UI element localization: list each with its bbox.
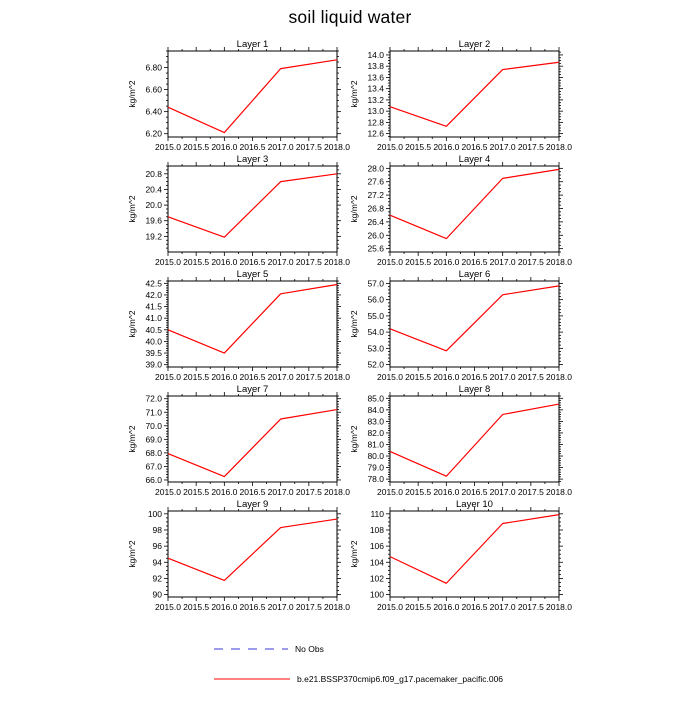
x-tick-label: 2016.5	[461, 372, 488, 382]
x-tick-label: 2016.0	[433, 372, 460, 382]
y-tick-label: 71.0	[145, 407, 162, 418]
x-tick-label: 2016.0	[211, 602, 238, 612]
x-tick-label: 2015.5	[405, 257, 432, 267]
x-tick-label: 2017.0	[267, 257, 294, 267]
x-tick-label: 2016.5	[461, 142, 488, 152]
y-tick-label: 19.2	[145, 231, 162, 242]
y-tick-label: 92	[152, 573, 162, 584]
x-tick-label: 2017.0	[267, 602, 294, 612]
x-tick-label: 2016.5	[239, 602, 266, 612]
y-tick-label: 53.0	[367, 343, 384, 354]
y-tick-label: 82.0	[367, 427, 384, 438]
y-tick-label: 67.0	[145, 461, 162, 472]
y-tick-label: 13.2	[367, 94, 384, 105]
x-tick-label: 2016.0	[433, 142, 460, 152]
subplot-layer-8	[349, 384, 572, 497]
x-tick-label: 2017.0	[489, 602, 516, 612]
x-tick-label: 2015.5	[183, 257, 210, 267]
y-tick-label: 102	[369, 573, 384, 584]
y-tick-label: 56.0	[367, 294, 384, 305]
x-tick-label: 2016.5	[239, 142, 266, 152]
x-tick-label: 2017.0	[489, 142, 516, 152]
x-tick-label: 2017.5	[295, 257, 322, 267]
x-tick-label: 2017.0	[489, 487, 516, 497]
x-tick-label: 2015.0	[155, 372, 181, 382]
x-tick-label: 2015.5	[405, 487, 432, 497]
x-tick-label: 2018.0	[546, 602, 572, 612]
x-tick-label: 2015.5	[183, 372, 210, 382]
y-tick-label: 104	[369, 557, 384, 568]
x-tick-label: 2016.0	[211, 487, 238, 497]
y-tick-label: 100	[147, 508, 162, 519]
y-axis-label: kg/m^2	[127, 310, 137, 338]
data-line	[168, 284, 337, 353]
legend-item-no-obs	[213, 643, 324, 655]
page-title: soil liquid water	[288, 7, 412, 27]
y-tick-label: 13.0	[367, 106, 384, 117]
x-tick-label: 2016.0	[211, 142, 238, 152]
y-axis-label: kg/m^2	[349, 310, 359, 338]
subplot-layer-3	[127, 154, 350, 267]
subplot-title: Layer 5	[236, 269, 269, 280]
y-tick-label: 41.0	[145, 313, 162, 324]
plot-frame	[390, 281, 559, 367]
x-tick-label: 2015.0	[377, 257, 403, 267]
x-tick-label: 2017.0	[267, 372, 294, 382]
y-tick-label: 13.8	[367, 61, 384, 72]
y-tick-label: 6.80	[145, 62, 162, 73]
y-axis-label: kg/m^2	[349, 425, 359, 453]
x-tick-label: 2015.0	[155, 487, 181, 497]
y-tick-label: 19.6	[145, 215, 162, 226]
y-tick-label: 55.0	[367, 310, 384, 321]
y-tick-label: 106	[369, 541, 384, 552]
legend-label-no-obs: No Obs	[295, 644, 324, 654]
subplot-layer-9	[127, 499, 350, 612]
y-tick-label: 42.0	[145, 289, 162, 300]
data-line	[390, 169, 559, 238]
x-tick-label: 2015.5	[183, 487, 210, 497]
no-obs-dashed-line-swatch	[213, 643, 289, 655]
x-tick-label: 2017.0	[489, 372, 516, 382]
y-tick-label: 81.0	[367, 439, 384, 450]
x-tick-label: 2018.0	[546, 487, 572, 497]
y-tick-label: 70.0	[145, 420, 162, 431]
x-tick-label: 2015.5	[183, 602, 210, 612]
y-tick-label: 108	[369, 524, 384, 535]
x-tick-label: 2016.0	[211, 372, 238, 382]
y-axis-label: kg/m^2	[349, 80, 359, 108]
y-tick-label: 13.4	[367, 83, 384, 94]
y-tick-label: 41.5	[145, 301, 162, 312]
subplot-layer-6	[349, 269, 572, 382]
x-tick-label: 2016.0	[433, 487, 460, 497]
y-tick-label: 40.0	[145, 336, 162, 347]
data-line	[390, 404, 559, 476]
y-axis-label: kg/m^2	[127, 80, 137, 108]
x-tick-label: 2015.0	[155, 257, 181, 267]
x-tick-label: 2017.5	[295, 142, 322, 152]
y-tick-label: 42.5	[145, 278, 162, 289]
x-tick-label: 2016.0	[433, 257, 460, 267]
y-tick-label: 94	[152, 557, 162, 568]
y-tick-label: 28.0	[367, 163, 384, 174]
x-tick-label: 2017.0	[267, 142, 294, 152]
y-axis-label: kg/m^2	[349, 540, 359, 568]
y-tick-label: 26.8	[367, 203, 384, 214]
x-tick-label: 2016.5	[239, 372, 266, 382]
x-tick-label: 2015.5	[405, 372, 432, 382]
legend-label-model-run: b.e21.BSSP370cmip6.f09_g17.pacemaker_pacific.006	[297, 674, 504, 684]
x-tick-label: 2018.0	[324, 142, 350, 152]
y-tick-label: 14.0	[367, 49, 384, 60]
x-tick-label: 2017.5	[517, 487, 544, 497]
x-tick-label: 2015.0	[377, 372, 403, 382]
x-tick-label: 2015.0	[377, 487, 403, 497]
y-axis-label: kg/m^2	[127, 540, 137, 568]
y-tick-label: 80.0	[367, 451, 384, 462]
x-tick-label: 2015.0	[377, 602, 403, 612]
data-line	[168, 174, 337, 237]
y-axis-label: kg/m^2	[127, 195, 137, 223]
y-tick-label: 54.0	[367, 327, 384, 338]
subplot-title: Layer 8	[458, 384, 491, 395]
y-tick-label: 6.60	[145, 84, 162, 95]
y-tick-label: 25.6	[367, 243, 384, 254]
x-tick-label: 2018.0	[546, 257, 572, 267]
y-tick-label: 12.8	[367, 117, 384, 128]
subplot-title: Layer 7	[236, 384, 269, 395]
y-tick-label: 57.0	[367, 278, 384, 289]
y-tick-label: 40.5	[145, 324, 162, 335]
subplot-title: Layer 3	[236, 154, 269, 165]
x-tick-label: 2016.5	[461, 257, 488, 267]
y-tick-label: 39.5	[145, 348, 162, 359]
subplot-layer-5	[127, 269, 350, 382]
y-tick-label: 85.0	[367, 393, 384, 404]
x-tick-label: 2017.0	[489, 257, 516, 267]
y-axis-label: kg/m^2	[127, 425, 137, 453]
x-tick-label: 2015.5	[183, 142, 210, 152]
y-tick-label: 20.0	[145, 200, 162, 211]
x-tick-label: 2016.5	[461, 602, 488, 612]
subplot-title: Layer 1	[236, 39, 269, 50]
y-tick-label: 12.6	[367, 128, 384, 139]
subplot-title: Layer 6	[458, 269, 491, 280]
y-tick-label: 96	[152, 541, 162, 552]
y-tick-label: 39.0	[145, 359, 162, 370]
x-tick-label: 2015.5	[405, 602, 432, 612]
legend-item-model-run	[213, 673, 503, 685]
x-tick-label: 2015.0	[155, 602, 181, 612]
subplot-title: Layer 2	[458, 39, 491, 50]
y-tick-label: 83.0	[367, 416, 384, 427]
y-tick-label: 13.6	[367, 72, 384, 83]
x-tick-label: 2016.5	[239, 487, 266, 497]
y-tick-label: 6.20	[145, 128, 162, 139]
x-tick-label: 2017.5	[295, 602, 322, 612]
x-tick-label: 2017.5	[295, 372, 322, 382]
y-tick-label: 68.0	[145, 447, 162, 458]
y-tick-label: 110	[370, 508, 384, 519]
model-run-line-swatch	[213, 673, 291, 685]
x-tick-label: 2016.5	[239, 257, 266, 267]
x-tick-label: 2018.0	[324, 372, 350, 382]
data-line	[168, 60, 337, 133]
subplot-layer-2	[349, 39, 572, 152]
x-tick-label: 2018.0	[546, 372, 572, 382]
data-line	[390, 62, 559, 126]
data-line	[168, 410, 337, 477]
x-tick-label: 2016.0	[211, 257, 238, 267]
x-tick-label: 2017.0	[267, 487, 294, 497]
subplot-layer-10	[349, 499, 572, 612]
y-tick-label: 84.0	[367, 404, 384, 415]
y-tick-label: 72.0	[145, 393, 162, 404]
x-tick-label: 2017.5	[517, 372, 544, 382]
x-tick-label: 2018.0	[324, 487, 350, 497]
y-tick-label: 98	[152, 524, 162, 535]
y-tick-label: 78.0	[367, 474, 384, 485]
y-axis-label: kg/m^2	[349, 195, 359, 223]
x-tick-label: 2017.5	[295, 487, 322, 497]
x-tick-label: 2018.0	[324, 602, 350, 612]
plot-frame	[390, 51, 559, 137]
x-tick-label: 2017.5	[517, 257, 544, 267]
y-tick-label: 52.0	[367, 359, 384, 370]
x-tick-label: 2015.0	[377, 142, 403, 152]
data-line	[390, 286, 559, 351]
subplot-layer-1	[127, 39, 350, 152]
data-line	[168, 519, 337, 580]
y-tick-label: 27.6	[367, 176, 384, 187]
y-tick-label: 20.8	[145, 168, 162, 179]
y-tick-label: 20.4	[145, 184, 162, 195]
y-tick-label: 69.0	[145, 434, 162, 445]
y-tick-label: 6.40	[145, 106, 162, 117]
subplot-title: Layer 4	[458, 154, 491, 165]
x-tick-label: 2015.5	[405, 142, 432, 152]
subplot-layer-7	[127, 384, 350, 497]
subplot-title: Layer 9	[236, 499, 269, 510]
x-tick-label: 2017.5	[517, 142, 544, 152]
subplot-title: Layer 10	[456, 499, 493, 510]
x-tick-label: 2018.0	[546, 142, 572, 152]
data-line	[390, 515, 559, 584]
x-tick-label: 2015.0	[155, 142, 181, 152]
plot-frame	[168, 396, 337, 482]
x-tick-label: 2017.5	[517, 602, 544, 612]
y-tick-label: 66.0	[145, 474, 162, 485]
subplot-layer-4	[349, 154, 572, 267]
x-tick-label: 2016.5	[461, 487, 488, 497]
x-tick-label: 2016.0	[433, 602, 460, 612]
y-tick-label: 27.2	[367, 190, 384, 201]
y-tick-label: 26.0	[367, 230, 384, 241]
y-tick-label: 90	[152, 589, 162, 600]
x-tick-label: 2018.0	[324, 257, 350, 267]
y-tick-label: 79.0	[367, 462, 384, 473]
y-tick-label: 100	[369, 589, 384, 600]
y-tick-label: 26.4	[367, 216, 384, 227]
